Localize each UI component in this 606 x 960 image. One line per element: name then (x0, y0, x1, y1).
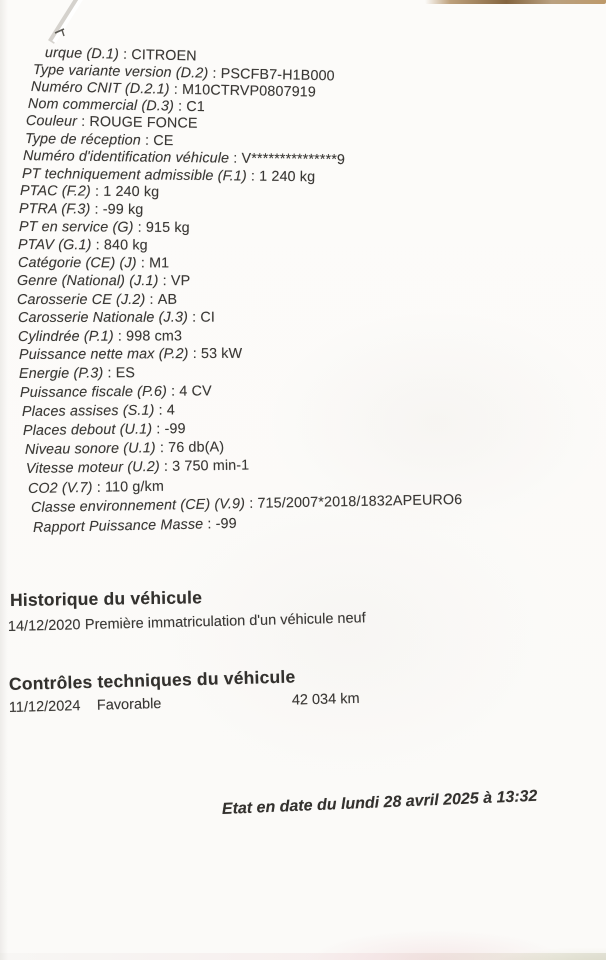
spec-separator: : (167, 383, 180, 400)
spec-separator: : (91, 237, 104, 254)
inspection-date: 11/12/2024 (8, 698, 81, 716)
spec-label: Nom commercial (D.3) (28, 96, 175, 115)
spec-value: AB (158, 291, 178, 308)
spec-row-25 (30, 492, 462, 516)
spec-label: Puissance fiscale (P.6) (20, 383, 168, 401)
spec-label: Numéro CNIT (D.2.1) (30, 78, 170, 98)
inspections-section-title: Contrôles techniques du véhicule (8, 666, 296, 694)
spec-row-16 (18, 328, 182, 345)
spec-row-24 (28, 478, 164, 496)
spec-separator: : (246, 168, 259, 185)
spec-separator: : (92, 479, 106, 496)
spec-label: Vitesse moteur (U.2) (26, 459, 161, 478)
spec-separator: : (118, 46, 132, 63)
spec-value: CE (152, 132, 174, 149)
spec-row-17 (19, 346, 242, 363)
spec-label: Carosserie Nationale (J.3) (17, 309, 188, 326)
spec-value: 110 g/km (105, 478, 165, 496)
spec-value: ROUGE FONCE (89, 114, 199, 132)
spec-value: -99 kg (103, 201, 144, 218)
spec-row-21 (23, 421, 186, 439)
spec-label: Places assises (S.1) (21, 402, 155, 420)
spec-label: PTRA (F.3) (19, 201, 91, 218)
spec-value: VP (171, 273, 191, 290)
spec-row-20 (22, 402, 175, 420)
spec-row-18 (19, 365, 135, 382)
spec-row-13 (17, 273, 190, 289)
spec-label: Numéro d'identification véhicule (22, 148, 230, 167)
spec-separator: : (158, 273, 172, 290)
spec-separator: : (160, 459, 173, 476)
spec-value: V***************9 (241, 150, 346, 169)
spec-value: -99 (164, 420, 186, 438)
spec-separator: : (91, 183, 104, 200)
spec-label: PT techniquement admissible (F.1) (21, 165, 247, 185)
spec-value: 53 kW (200, 345, 242, 363)
history-date: 14/12/2020 (7, 617, 81, 635)
spec-label: Niveau sonore (U.1) (24, 440, 156, 459)
spec-row-23 (26, 458, 250, 477)
spec-label: CO2 (V.7) (28, 479, 94, 497)
spec-row-15 (18, 310, 215, 326)
spec-label: Classe environnement (CE) (V.9) (30, 496, 245, 517)
spec-separator: : (113, 328, 127, 345)
spec-value: 3 750 min-1 (172, 457, 250, 476)
history-description: Première immatriculation d'un véhicule neuf (84, 610, 366, 634)
spec-value: M1 (148, 255, 169, 272)
spec-value: 998 cm3 (126, 327, 183, 345)
spec-label: PTAV (G.1) (17, 236, 92, 254)
spec-row-5 (24, 131, 173, 149)
spec-separator: : (244, 496, 258, 513)
spec-label: Couleur (26, 113, 78, 131)
spec-value: PSCFB7-H1B000 (220, 65, 335, 85)
spec-value: 4 (166, 402, 175, 419)
report-date-line: Etat en date du lundi 28 avril 2025 à 13:32 (221, 787, 538, 818)
spec-label: PTAC (F.2) (20, 183, 92, 200)
spec-label: Genre (National) (J.1) (17, 273, 159, 290)
spec-value: 1 240 kg (258, 168, 315, 185)
spec-row-14 (17, 291, 177, 307)
spec-separator: : (169, 81, 182, 98)
spec-row-7 (22, 166, 315, 185)
spec-label: PT en service (G) (18, 218, 134, 236)
spec-separator: : (103, 365, 117, 382)
spec-value: CITROEN (131, 46, 197, 65)
spec-label: Type de réception (24, 130, 141, 149)
spec-label: Energie (P.3) (19, 365, 104, 382)
spec-row-11 (18, 237, 148, 254)
spec-separator: : (229, 150, 242, 167)
spec-value: 76 db(A) (167, 439, 224, 457)
spec-row-10 (19, 219, 190, 236)
spec-separator: : (145, 291, 159, 308)
spec-row-8 (20, 183, 159, 200)
spec-value: ES (116, 365, 136, 382)
history-row (8, 605, 578, 639)
spec-value: C1 (186, 98, 206, 116)
spec-separator: : (90, 201, 104, 218)
spec-separator: : (154, 402, 167, 419)
inspection-result: Favorable (96, 696, 162, 714)
spec-separator: : (140, 132, 154, 149)
spec-row-4 (26, 113, 198, 132)
spec-separator: : (133, 219, 146, 236)
spec-value: 4 CV (179, 383, 213, 400)
spec-value: -99 (215, 515, 237, 533)
spec-separator: : (187, 309, 200, 326)
spec-separator: : (155, 440, 168, 457)
spec-label: Carosserie CE (J.2) (17, 291, 146, 308)
spec-value: CI (199, 309, 215, 326)
spec-value: M10CTRVP0807919 (181, 81, 316, 101)
spec-label: Places debout (U.1) (22, 421, 153, 439)
spec-label: Catégorie (CE) (J) (17, 255, 137, 272)
spec-separator: : (203, 516, 216, 533)
spec-value: 1 240 kg (103, 183, 160, 201)
spec-label: Cylindrée (P.1) (17, 328, 114, 345)
spec-row-19 (20, 383, 212, 401)
spec-separator: : (152, 421, 165, 438)
history-section-title: Historique du véhicule (9, 587, 203, 610)
spec-value: 715/2007*2018/1832APEURO6 (256, 492, 463, 513)
spec-label: urque (D.1) (44, 45, 120, 63)
background-edge-strip-bottom (0, 953, 606, 960)
inspection-mileage: 42 034 km (291, 690, 360, 709)
spec-row-26 (33, 516, 237, 536)
spec-separator: : (77, 114, 91, 131)
spec-label: Rapport Puissance Masse (32, 516, 204, 536)
spec-row-22 (24, 439, 223, 458)
spec-value: 840 kg (103, 237, 148, 254)
spec-label: Puissance nette max (P.2) (18, 346, 189, 364)
spec-value: 915 kg (145, 219, 190, 236)
spec-row-0 (45, 45, 197, 64)
spec-separator: : (136, 255, 149, 272)
spec-row-6 (23, 148, 345, 168)
spec-row-9 (19, 201, 144, 218)
spec-row-3 (28, 96, 205, 115)
spec-separator: : (208, 65, 221, 82)
spec-label: Type variante version (D.2) (32, 61, 209, 82)
spec-row-12 (18, 255, 169, 271)
spec-separator: : (188, 346, 201, 363)
spec-separator: : (174, 98, 187, 115)
